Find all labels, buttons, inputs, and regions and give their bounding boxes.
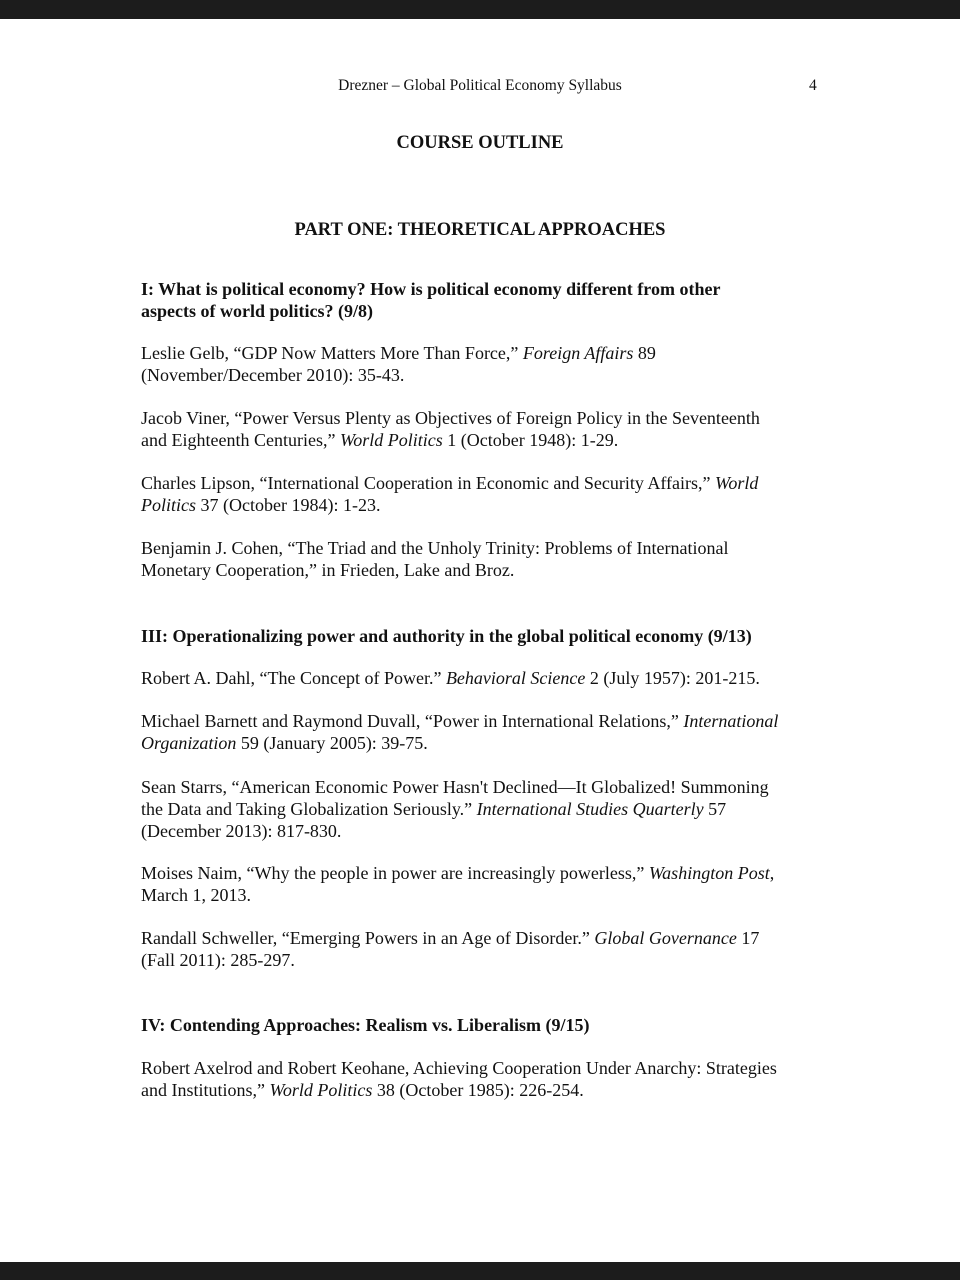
reading-axelrod-keohane	[141, 1057, 841, 1101]
reading-text: 17	[736, 928, 760, 948]
reading-gelb	[141, 342, 831, 386]
journal-title: Washington Post	[648, 863, 770, 883]
reading-text: March 1, 2013.	[141, 885, 251, 905]
reading-text: ,	[769, 863, 775, 883]
journal-title: Politics	[141, 495, 196, 515]
reading-text: 37 (October 1984): 1-23.	[196, 495, 381, 515]
journal-title: International Studies Quarterly	[476, 799, 704, 819]
reading-text: 1 (October 1948): 1-29.	[442, 430, 619, 450]
reading-text: and Institutions,”	[141, 1080, 270, 1100]
reading-text: and Eighteenth Centuries,”	[141, 430, 340, 450]
journal-title: Organization	[141, 733, 237, 753]
reading-text: 57	[703, 799, 727, 819]
reading-text: the Data and Taking Globalization Seriously.”	[141, 799, 477, 819]
reading-starrs	[141, 776, 831, 842]
reading-text: (Fall 2011): 285-297.	[141, 950, 295, 970]
reading-barnett-duvall	[141, 710, 831, 754]
section-3-heading: III: Operationalizing power and authority in the global political economy (9/13)	[141, 626, 752, 646]
reading-text: Jacob Viner, “Power Versus Plenty as Objectives of Foreign Policy in the Seventeenth	[141, 408, 760, 428]
running-header: Drezner – Global Political Economy Syllabus	[338, 77, 622, 94]
reading-naim	[141, 862, 831, 906]
part-one-title: PART ONE: THEORETICAL APPROACHES	[294, 220, 666, 240]
journal-title: World Politics	[339, 430, 443, 450]
reading-dahl	[141, 667, 831, 689]
reading-schweller	[141, 927, 831, 971]
section-1-heading-line1: I: What is political economy? How is political economy different from other	[141, 279, 721, 299]
top-bar	[0, 0, 960, 19]
bottom-bar	[0, 1262, 960, 1280]
reading-text: Leslie Gelb, “GDP Now Matters More Than Force,”	[141, 343, 523, 363]
reading-text: (November/December 2010): 35-43.	[141, 365, 405, 385]
reading-text: Robert A. Dahl, “The Concept of Power.”	[141, 668, 446, 688]
reading-text: Monetary Cooperation,” in Frieden, Lake and Broz.	[141, 560, 515, 580]
reading-text: Robert Axelrod and Robert Keohane, Achieving Cooperation Under Anarchy: Strategies	[141, 1058, 777, 1078]
reading-text: (December 2013): 817-830.	[141, 821, 342, 841]
reading-cohen	[141, 537, 831, 581]
reading-text: 59 (January 2005): 39-75.	[236, 733, 428, 753]
section-1-heading-line2: aspects of world politics? (9/8)	[141, 301, 373, 321]
reading-text: Moises Naim, “Why the people in power are increasingly powerless,”	[141, 863, 649, 883]
journal-title: Foreign Affairs	[522, 343, 634, 363]
reading-text: Randall Schweller, “Emerging Powers in an Age of Disorder.”	[141, 928, 595, 948]
reading-text: Michael Barnett and Raymond Duvall, “Power in International Relations,”	[141, 711, 684, 731]
section-1-heading	[141, 278, 831, 322]
course-outline-title: COURSE OUTLINE	[396, 133, 564, 153]
reading-viner	[141, 407, 831, 451]
reading-lipson	[141, 472, 831, 516]
reading-text: Charles Lipson, “International Cooperation in Economic and Security Affairs,”	[141, 473, 716, 493]
section-4-heading: IV: Contending Approaches: Realism vs. Liberalism (9/15)	[141, 1015, 590, 1035]
journal-title: World	[715, 473, 759, 493]
reading-text: 89	[633, 343, 656, 363]
page-number: 4	[809, 77, 817, 94]
journal-title: International	[683, 711, 779, 731]
reading-text: Sean Starrs, “American Economic Power Hasn't Declined—It Globalized! Summoning	[141, 777, 769, 797]
journal-title: Behavioral Science	[445, 668, 586, 688]
journal-title: Global Governance	[594, 928, 737, 948]
reading-text: Benjamin J. Cohen, “The Triad and the Unholy Trinity: Problems of International	[141, 538, 729, 558]
journal-title: World Politics	[269, 1080, 373, 1100]
reading-text: 2 (July 1957): 201-215.	[585, 668, 760, 688]
reading-text: 38 (October 1985): 226-254.	[372, 1080, 584, 1100]
